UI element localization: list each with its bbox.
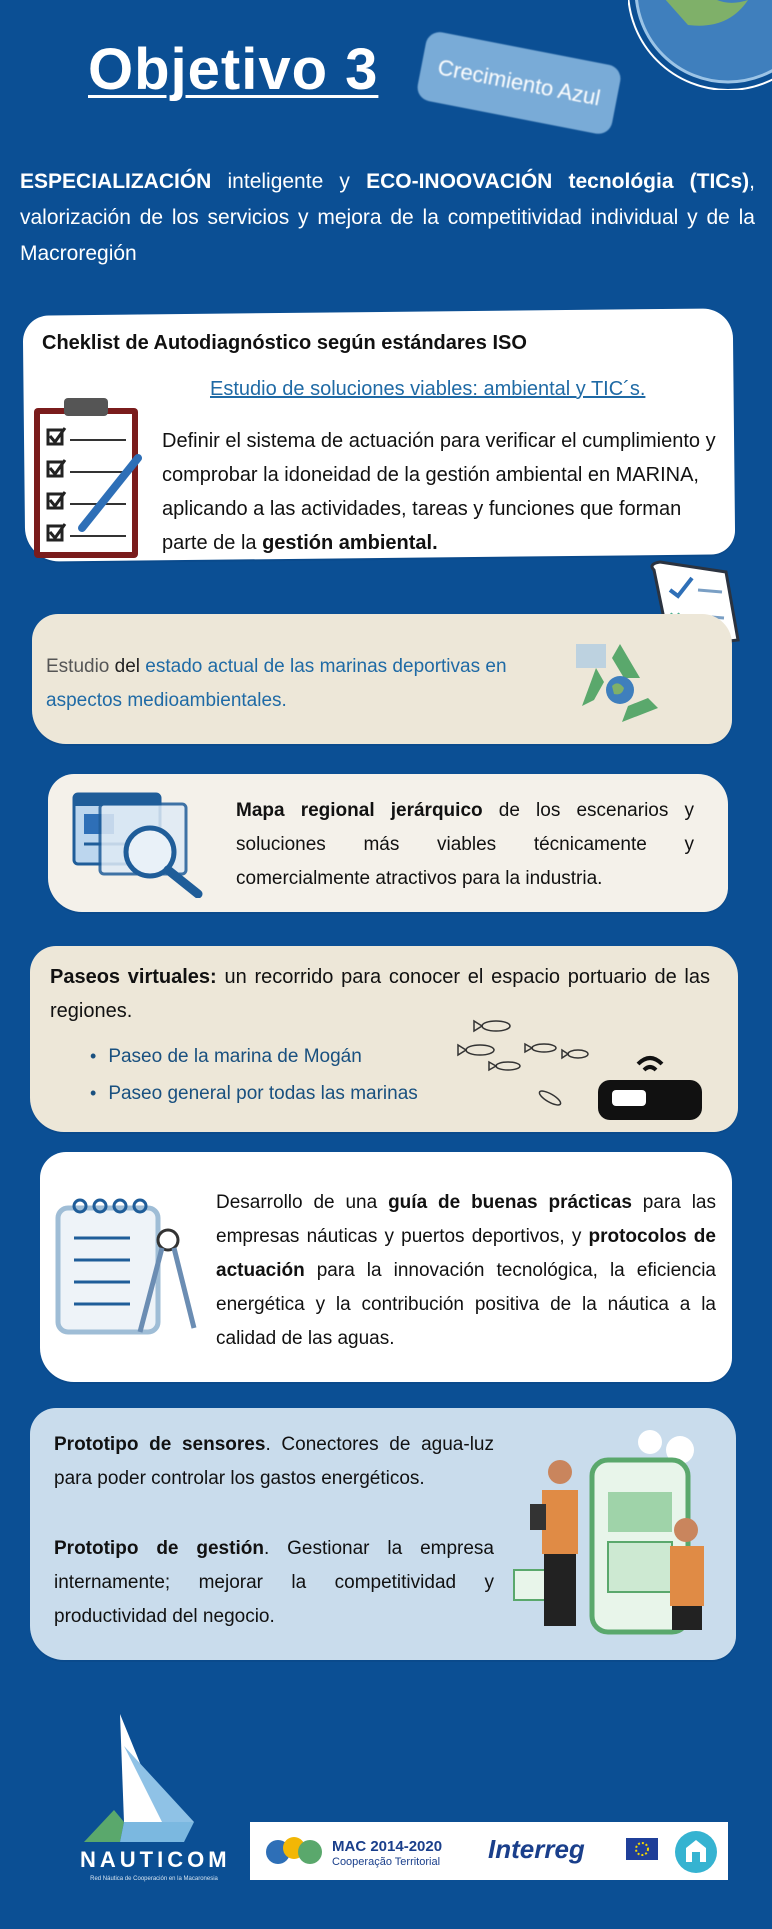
mac-program-subtitle: Cooperação Territorial <box>332 1856 441 1868</box>
people-phone-illustration <box>510 1420 732 1642</box>
sensor-prototype-description: . Conectores de agua-luz para poder controlar los gastos energéticos. <box>54 1434 494 1489</box>
page-title: Objetivo 3 <box>88 37 379 102</box>
management-prototype-bold: Prototipo de gestión <box>54 1538 264 1559</box>
good-practices-t1: Desarrollo de una <box>216 1192 389 1213</box>
good-practices-t2: para las empresas náuticas y puertos deportivos, y <box>216 1192 717 1247</box>
marinas-study-highlight: estado actual de las marinas deportivas en aspectos medioambientales. <box>46 656 507 711</box>
interreg-logo-text: Interreg <box>488 1834 585 1864</box>
marinas-study-text <box>46 650 586 718</box>
eu-flag-icon <box>626 1838 658 1860</box>
fish-school-icon <box>456 1012 600 1112</box>
good-practices-text <box>216 1186 716 1356</box>
category-tag <box>415 30 623 136</box>
checklist-description <box>162 424 720 560</box>
good-practices-b1: guía de buenas prácticas <box>388 1192 632 1213</box>
tour-mogan: Paseo de la marina de Mogán <box>108 1046 362 1067</box>
checklist-description-text: Definir el sistema de actuación para verificar el cumplimiento y comprobar la idoneidad de la gestión ambiental en MARINA, aplicando a las actividades, tareas y funciones que forman parte de la <box>162 430 716 554</box>
virtual-tours-text <box>50 960 710 1028</box>
regional-map-description: de los escenarios y soluciones más viables técnicamente y comercialmente atractivos para la industria. <box>236 800 694 889</box>
checklist-description-bold: gestión ambiental. <box>262 532 438 554</box>
marinas-study-word-1: Estudio <box>46 656 115 677</box>
good-practices-b2: protocolos de actuación <box>216 1226 716 1281</box>
magnifier-window-icon <box>70 790 206 898</box>
virtual-tours-description: un recorrido para conocer el espacio portuario de las regiones. <box>50 966 710 1022</box>
checklist-card-title: Cheklist de Autodiagnóstico según estándares ISO <box>42 332 527 354</box>
mac-program-title: MAC 2014-2020 <box>332 1838 443 1855</box>
regional-map-bold: Mapa regional jerárquico <box>236 800 483 821</box>
recycle-globe-icon <box>572 638 668 730</box>
house-logo-icon <box>674 1830 718 1874</box>
intro-bold-1: ESPECIALIZACIÓN <box>20 170 212 193</box>
vr-headset-icon <box>594 1050 706 1124</box>
intro-paragraph <box>20 164 755 272</box>
regional-map-text <box>236 794 694 896</box>
list-item[interactable] <box>90 1075 418 1112</box>
sensor-prototype-text <box>54 1428 494 1496</box>
sensor-prototype-bold: Prototipo de sensores <box>54 1434 266 1455</box>
list-item[interactable] <box>90 1038 418 1075</box>
nauticom-logo-subtitle: Red Náutica de Cooperación en la Macaronesia <box>90 1876 218 1882</box>
nauticom-logo-name: NAUTICOM <box>80 1847 231 1872</box>
clipboard-icon <box>30 396 142 562</box>
mac-logo-icon <box>262 1832 326 1870</box>
tour-all-marinas: Paseo general por todas las marinas <box>108 1083 418 1104</box>
virtual-tours-bold: Paseos virtuales: <box>50 966 217 988</box>
intro-text-2: , valorización de los servicios y mejora de la competitividad individual y de la Macroregión <box>20 170 755 265</box>
virtual-tours-list <box>90 1038 418 1112</box>
management-prototype-text <box>54 1532 494 1634</box>
intro-bold-2: ECO-INOOVACIÓN tecnológia (TICs) <box>366 170 750 193</box>
solutions-study-link[interactable]: Estudio de soluciones viables: ambiental y TIC´s. <box>210 378 646 400</box>
globe-illustration <box>628 0 772 90</box>
intro-text-1: inteligente y <box>211 170 367 193</box>
notebook-compass-icon <box>50 1188 200 1338</box>
good-practices-t3: para la innovación tecnológica, la eficiencia energética y la contribución positiva de la náutica a la calidad de las aguas. <box>216 1260 716 1349</box>
marinas-study-word-2: del <box>114 656 146 677</box>
category-tag-label: Crecimiento Azul <box>435 54 603 111</box>
management-prototype-description: . Gestionar la empresa internamente; mejorar la competitividad y productividad del negocio. <box>54 1538 494 1627</box>
